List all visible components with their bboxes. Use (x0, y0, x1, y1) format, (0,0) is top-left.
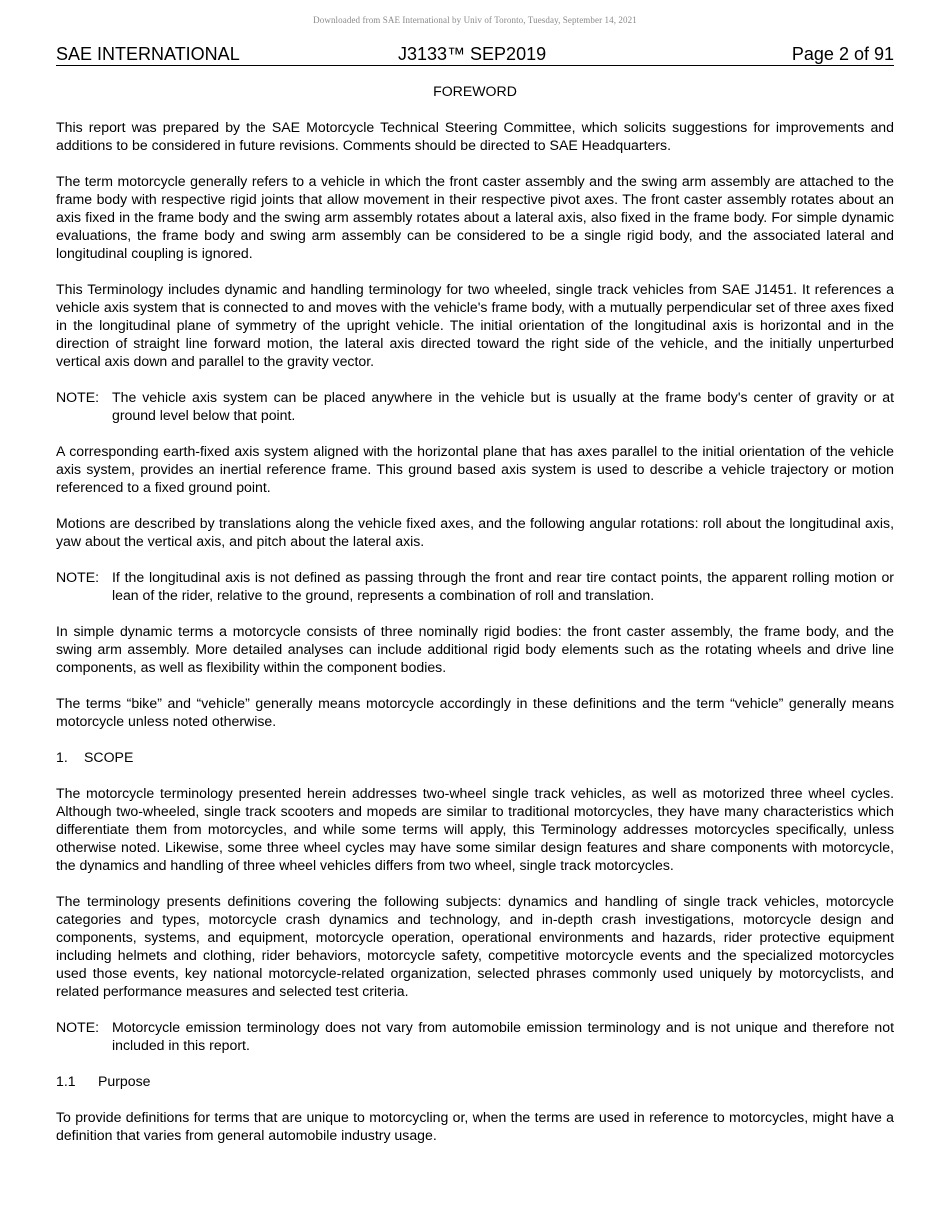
section-title: Purpose (98, 1073, 151, 1089)
scope-heading (56, 748, 894, 766)
note-text: The vehicle axis system can be placed anywhere in the vehicle but is usually at the frame body's center of gravity or at ground level below that point. (112, 389, 894, 423)
header-document-id: J3133™ SEP2019 (398, 44, 547, 64)
foreword-note-2 (56, 568, 894, 604)
note-label: NOTE: (56, 389, 100, 405)
section-number: 1. (56, 749, 68, 765)
purpose-paragraph-1: To provide definitions for terms that are unique to motorcycling or, when the terms are used in reference to motorcycles, might have a definition that varies from general automobile industry usage. (56, 1109, 894, 1143)
foreword-note-1 (56, 388, 894, 424)
foreword-paragraph-1: This report was prepared by the SAE Motorcycle Technical Steering Committee, which solicits suggestions for improvements and additions to be considered in future revisions. Comments should be directed to SAE Headquarters. (56, 119, 894, 153)
foreword-paragraph-7: The terms “bike” and “vehicle” generally means motorcycle accordingly in these definitions and the term “vehicle” generally means motorcycle unless noted otherwise. (56, 695, 894, 729)
scope-paragraph-2: The terminology presents definitions covering the following subjects: dynamics and handling of single track vehicles, motorcycle categories and types, motorcycle crash dynamics and technology, and in-depth crash investigations, motorcycle design and components, systems, and equipment, motorcycle operation, operational environments and hazards, rider protective equipment including helmets and clothing, rider behaviors, motorcycle safety, competitive motorcycle events and the specialized motorcycles used those events, key national motorcycle-related organization, selected phrases commonly used uniquely by motorcyclists, and related performance measures and selected test criteria. (56, 893, 894, 999)
foreword-paragraph-3: This Terminology includes dynamic and handling terminology for two wheeled, single track vehicles from SAE J1451. It references a vehicle axis system that is connected to and moves with the vehicle's frame body, with a mutually perpendicular set of three axes fixed in the longitudinal plane of symmetry of the upright vehicle. The initial orientation of the longitudinal axis is horizontal and in the direction of straight line forward motion, the lateral axis directed toward the right side of the vehicle, and the initially unperturbed vertical axis down and parallel to the gravity vector. (56, 281, 894, 369)
foreword-title: FOREWORD (433, 83, 517, 99)
note-label: NOTE: (56, 569, 100, 585)
scope-paragraph-1: The motorcycle terminology presented herein addresses two-wheel single track vehicles, as well as motorized three wheel cycles. Although two-wheeled, single track scooters and mopeds are similar to traditional motorcycles, they have many characteristics which differentiate them from motorcycles, and while some terms will apply, this Terminology addresses motorcycles specifically, unless otherwise noted. Likewise, some three wheel cycles may have some similar design features and share components with motorcycle, the dynamics and handling of three wheel vehicles differs from two wheel, single track motorcycles. (56, 785, 894, 873)
foreword-paragraph-2: The term motorcycle generally refers to a vehicle in which the front caster assembly and the swing arm assembly are attached to the frame body with respective rigid joints that allow movement in their respective pivot axes. The front caster assembly rotates about an axis fixed in the frame body and the swing arm assembly rotates about a lateral axis, also fixed in the frame body. For simple dynamic evaluations, the frame body and swing arm assembly can be considered to be a single rigid body, and the associated lateral and longitudinal coupling is ignored. (56, 173, 894, 261)
header-page-number: Page 2 of 91 (791, 44, 894, 64)
download-watermark: Downloaded from SAE International by Univ of Toronto, Tuesday, September 14, 2021 (313, 15, 637, 25)
foreword-paragraph-5: Motions are described by translations along the vehicle fixed axes, and the following angular rotations: roll about the longitudinal axis, yaw about the vertical axis, and pitch about the lateral axis. (56, 515, 894, 549)
scope-note (56, 1018, 894, 1054)
section-number: 1.1 (56, 1073, 76, 1089)
purpose-heading (56, 1072, 894, 1090)
note-text: If the longitudinal axis is not defined as passing through the front and rear tire contact points, the apparent rolling motion or lean of the rider, relative to the ground, represents a combination of roll and translation. (112, 569, 894, 603)
foreword-paragraph-4: A corresponding earth-fixed axis system aligned with the horizontal plane that has axes parallel to the initial orientation of the vehicle axis system, provides an inertial reference frame. This ground based axis system is used to describe a vehicle trajectory or motion referenced to a fixed ground point. (56, 443, 894, 495)
section-title: SCOPE (84, 749, 134, 765)
header-organization: SAE INTERNATIONAL (56, 44, 240, 64)
note-label: NOTE: (56, 1019, 100, 1035)
foreword-paragraph-6: In simple dynamic terms a motorcycle consists of three nominally rigid bodies: the front caster assembly, the frame body, and the swing arm assembly. More detailed analyses can include additional rigid body elements such as the rotating wheels and drive line components, as well as flexibility within the component bodies. (56, 623, 894, 675)
page-body (56, 82, 894, 1162)
page-header (56, 43, 894, 66)
note-text: Motorcycle emission terminology does not vary from automobile emission terminology and is not unique and therefore not included in this report. (112, 1019, 894, 1053)
